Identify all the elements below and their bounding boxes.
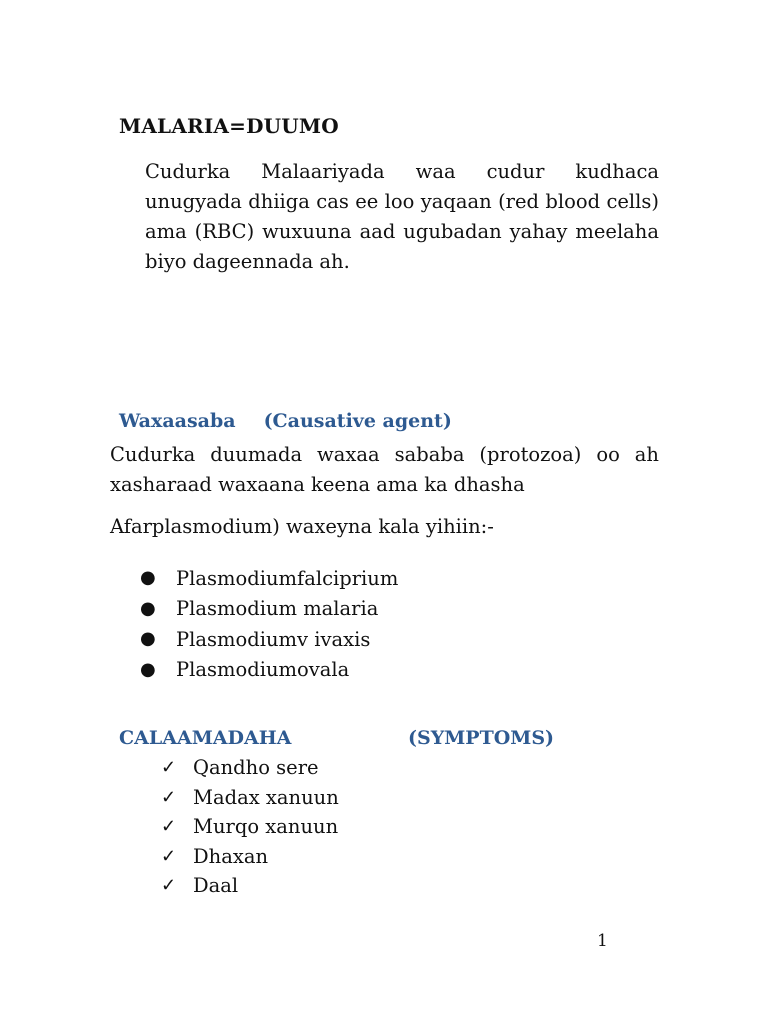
bullet-icon: ● [140, 567, 156, 589]
symptoms-heading-right: (SYMPTOMS) [408, 727, 555, 749]
check-icon: ✓ [161, 816, 177, 838]
check-icon: ✓ [161, 875, 177, 897]
list-item: ● Plasmodiumfalciprium [140, 566, 399, 590]
symptoms-heading-left: CALAAMADAHA [119, 727, 292, 749]
document-title: MALARIA=DUUMO [119, 114, 339, 138]
list-item: ✓ Dhaxan [161, 844, 269, 868]
list-item: ✓ Murqo xanuun [161, 815, 339, 839]
check-icon: ✓ [161, 845, 177, 867]
causative-paragraph: Cudurka duumada waxaa sababa (protozoa) oo ah xasharaad waxaana keena ama ka dhasha [110, 443, 659, 496]
page-number: 1 [597, 931, 608, 951]
causative-heading-right: (Causative agent) [263, 410, 452, 432]
list-item: ● Plasmodium malaria [140, 597, 379, 621]
causative-heading [119, 410, 452, 432]
check-icon: ✓ [161, 757, 177, 779]
intro-paragraph: Cudurka Malaariyada waa cudur kudhaca unugyada dhiiga cas ee loo yaqaan (red blood cells) ama (RBC) wuxuuna aad ugubadan yahay meelaha biyo dageennada ah. [145, 160, 659, 273]
symptoms-list [161, 753, 339, 901]
bullet-icon: ● [140, 597, 156, 619]
list-item: ● Plasmodiumovala [140, 658, 350, 682]
check-icon: ✓ [161, 786, 177, 808]
species-list [140, 563, 398, 685]
species-intro: Afarplasmodium) waxeyna kala yihiin:- [110, 515, 494, 538]
list-item: ✓ Daal [161, 874, 239, 898]
bullet-icon: ● [140, 658, 156, 680]
bullet-icon: ● [140, 628, 156, 650]
list-item: ● Plasmodiumv ivaxis [140, 627, 371, 651]
symptoms-heading [119, 727, 555, 749]
list-item: ✓ Madax xanuun [161, 785, 339, 809]
causative-heading-left: Waxaasaba [119, 410, 236, 432]
list-item: ✓ Qandho sere [161, 756, 319, 780]
